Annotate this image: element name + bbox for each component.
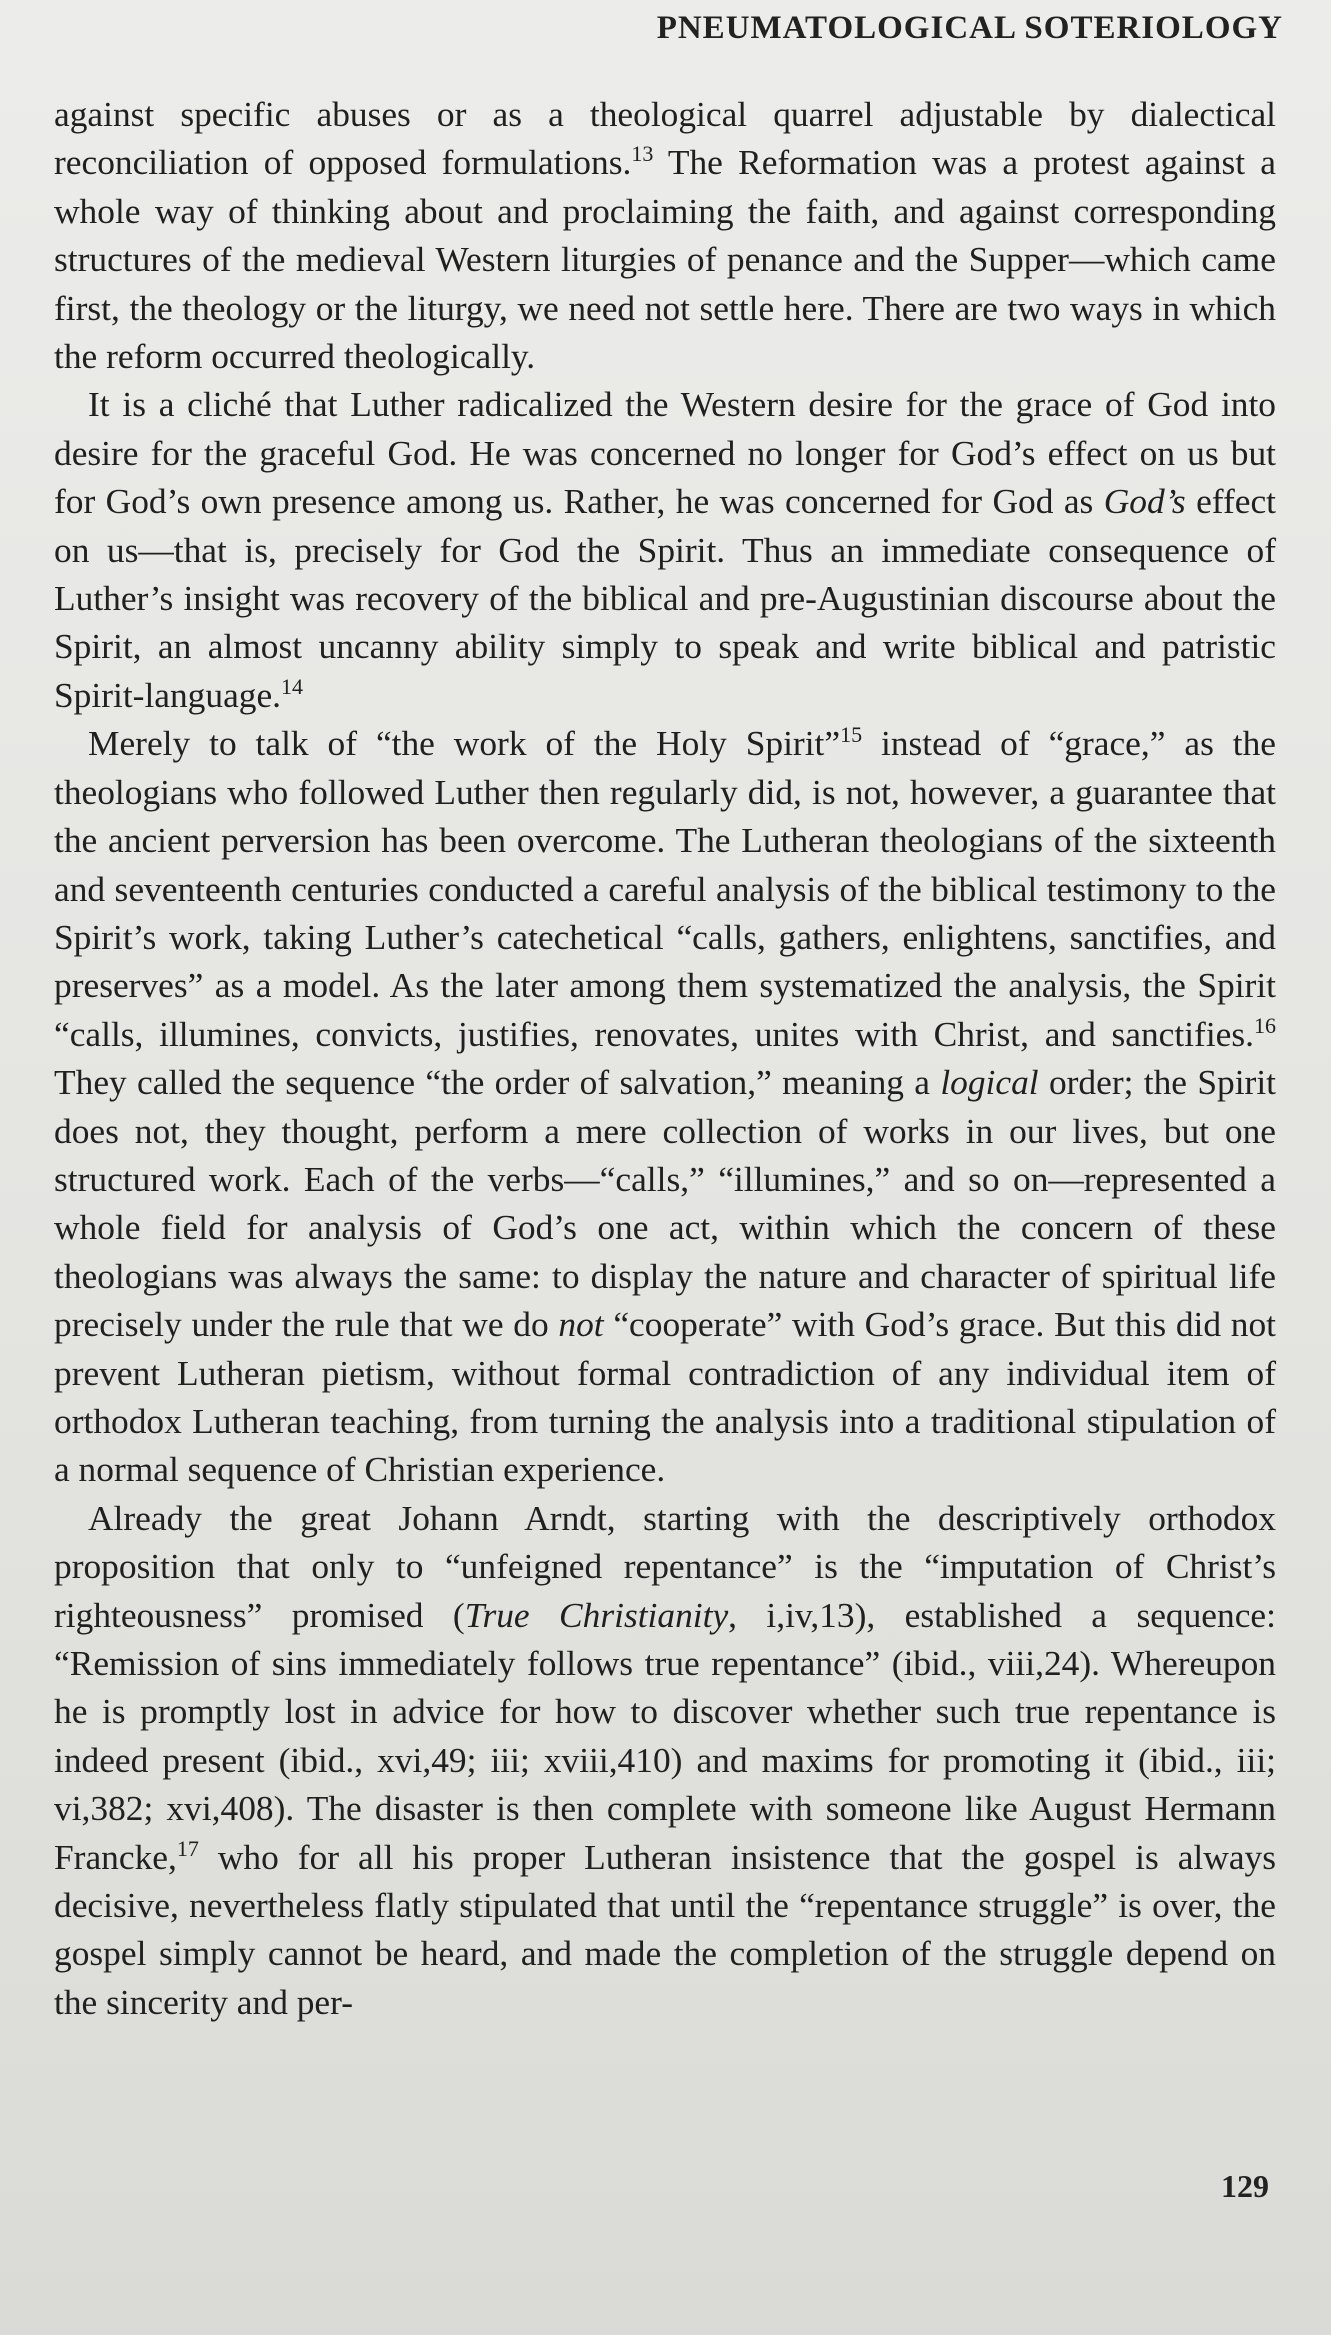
text-run: against specific abuses or as a theological quarrel adjustable by dialectical reconciliation of opposed formulations.: [54, 94, 1276, 183]
paragraph-4: [54, 1494, 1276, 2026]
text-run: Already the great Johann Arndt, starting with the descriptively orthodox proposition that only to “unfeigned repentance” is the “imputation of Christ’s righteousness” promised (: [54, 1497, 1276, 1635]
page-number: 129: [1221, 2168, 1269, 2204]
text-run: Merely to talk of “the work of the Holy Spirit”: [88, 723, 841, 764]
text-run: , i,iv,13), established a sequence: “Remission of sins immediately follows true repentance” (ibid., viii,24). Whereupon he is promptly lost in advice for how to discover whether such true repentance is indeed present (ibid., xvi,49; iii; xviii,410) and maxims for promoting it (ibid., iii; vi,382; xvi,408). The disaster is then complete with someone like August Hermann Francke,: [54, 1594, 1276, 1877]
footnote-ref: 16: [1254, 1012, 1276, 1038]
italic-run: True Christianity: [464, 1594, 729, 1635]
text-run: They called the sequence “the order of salvation,” meaning a: [54, 1062, 941, 1103]
italic-run: not: [558, 1304, 604, 1345]
text-run: who for all his proper Lutheran insistence that the gospel is always decisive, nevertheless flatly stipulated that until the “repentance struggle” is over, the gospel simply cannot be heard, and made the completion of the struggle depend on the sincerity and per-: [54, 1836, 1276, 2022]
footnote-ref: 15: [840, 722, 863, 748]
paragraph-3: [54, 719, 1276, 1494]
body-text: [54, 90, 1276, 2026]
text-run: order; the Spirit does not, they thought, perform a mere collection of works in our lives, but one structured work. Each of the verbs—“calls,” “illumines,” and so on—represented a whole field for analysis of God’s one act, within which the concern of these theologians was always the same: to display the nature and character of spiritual life precisely under the rule that we do: [54, 1062, 1276, 1345]
paragraph-2: [54, 380, 1276, 719]
text-run: The Reformation was a protest against a whole way of thinking about and proclaiming the faith, and against corresponding structures of the medieval Western liturgies of penance and the Supper—which came first, the theology or the liturgy, we need not settle here. There are two ways in which the reform occurred theologically.: [54, 142, 1276, 377]
footnote-ref: 17: [176, 1835, 199, 1861]
text-run: effect on us—that is, precisely for God the Spirit. Thus an immediate consequence of Luther’s insight was recovery of the biblical and pre-Augustinian discourse about the Spirit, an almost uncanny ability simply to speak and write biblical and patristic Spirit-language.: [54, 481, 1276, 715]
footnote-ref: 14: [281, 674, 304, 700]
text-run: instead of “grace,” as the theologians who followed Luther then regularly did, is not, however, a guarantee that the ancient perversion has been overcome. The Lutheran theologians of the sixteenth and seventeenth centuries conducted a careful analysis of the biblical testimony to the Spirit’s work, taking Luther’s catechetical “calls, gathers, enlightens, sanctifies, and preserves” as a model. As the later among them systematized the analysis, the Spirit “calls, illumines, convicts, justifies, renovates, unites with Christ, and sanctifies.: [54, 723, 1276, 1054]
running-head: PNEUMATOLOGICAL SOTERIOLOGY: [656, 10, 1283, 46]
text-run: It is a cliché that Luther radicalized the Western desire for the grace of God into desire for the graceful God. He was concerned no longer for God’s effect on us but for God’s own presence among us. Rather, he was concerned for God as: [54, 384, 1276, 522]
footnote-ref: 13: [631, 141, 654, 167]
text-run: “cooperate” with God’s grace. But this did not prevent Lutheran pietism, without formal contradiction of any individual item of orthodox Lutheran teaching, from turning the analysis into a traditional stipulation of a normal sequence of Christian experience.: [54, 1304, 1276, 1490]
italic-run: God’s: [1103, 481, 1186, 522]
paragraph-1: [54, 90, 1276, 380]
italic-run: logical: [940, 1062, 1039, 1103]
